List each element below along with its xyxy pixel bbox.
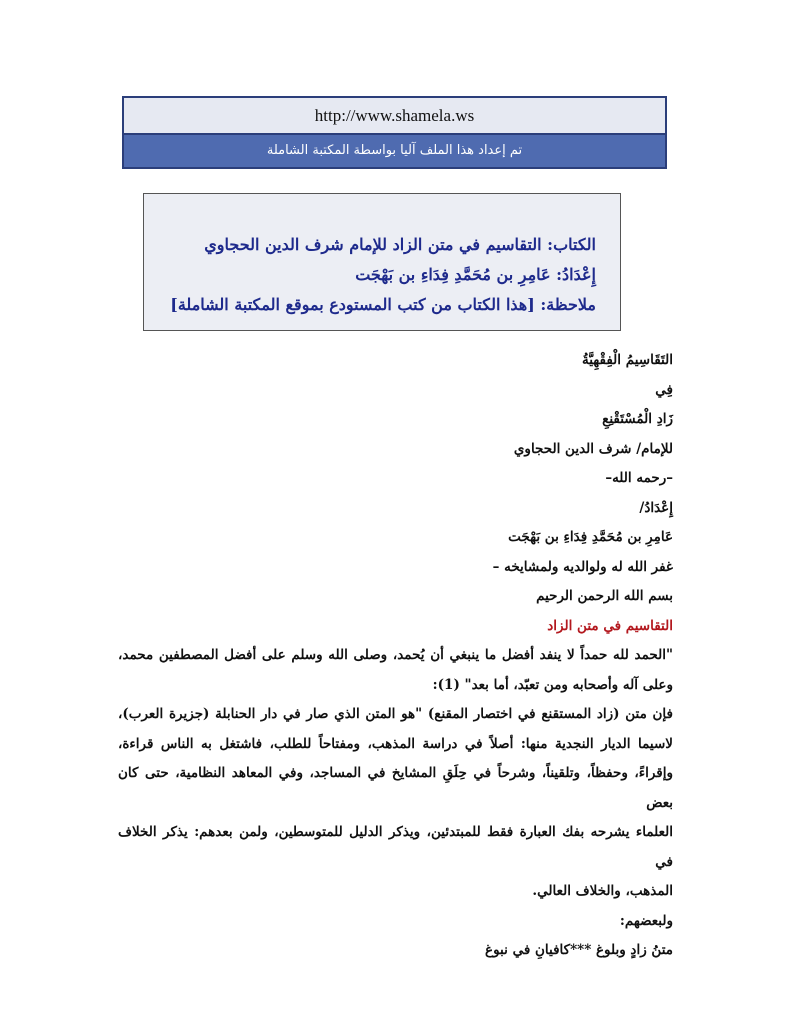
book-title-line: الكتاب: التقاسيم في متن الزاد للإمام شرف الدين الحجاوي [204,235,596,254]
paragraph-line: لاسيما الديار النجدية منها: أصلاً في دراسة المذهب، ومفتاحاً للطلب، فاشتغل به الناس قراءة، [118,735,673,752]
paragraph-line: "الحمد لله حمداً لا ينفد أفضل ما ينبغي أن يُحمد، وصلى الله وسلم على أفضل المصطفين محمد، [118,647,673,663]
book-note-line: ملاحظة: [هذا الكتاب من كتب المستودع بموقع المكتبة الشاملة] [170,295,596,314]
shamela-notice-bar: تم إعداد هذا الملف آليا بواسطة المكتبة الشاملة [124,135,665,167]
body-line: زَادِ الْمُسْتَقْنِعِ [602,411,673,427]
body-line: عَامِرِ بن مُحَمَّدِ فِدَاءِ بن بَهْجَت [508,529,673,545]
paragraph-line: وإقراءً، وحفظاً، وتلقيناً، وشرحاً في حِلَقِ المشايخ في المساجد، وفي المعاهد النظامية، حتى كان بعض [118,765,673,811]
shamela-header-box [122,96,667,169]
paragraph-line: وعلى آله وأصحابه ومن تعبّد، أما بعد" (1): [432,676,673,693]
section-title: التقاسيم في متن الزاد [547,617,673,634]
body-line: للإمام/ شرف الدين الحجاوي [513,440,673,457]
book-author-line: إِعْدَادُ: عَامِرِ بن مُحَمَّدِ فِدَاءِ بن بَهْجَت [355,265,596,284]
paragraph-line: فإن متن (زاد المستقنع في اختصار المقنع) "هو المتن الذي صار في دار الحنابلة (جزيرة العرب)، [118,706,673,722]
body-line: بسم الله الرحمن الرحيم [536,588,673,604]
book-body [118,346,673,966]
body-line: إِعْدَادُ/ [639,499,673,516]
body-line: فِي [655,381,673,398]
body-line: التَقَاسِيمُ الْفِقْهِيَّةُ [581,352,673,368]
closing-line: ولبعضهم: [619,912,673,929]
body-line: –رحمه الله– [605,470,673,486]
body-line: غفر الله له ولوالديه ولمشايخه – [492,558,673,575]
closing-line: متنُ زادٍ وبلوغ ***كافيانِ في نبوغ [485,942,673,958]
paragraph-line: العلماء يشرحه بفك العبارة فقط للمبتدئين، ويذكر الدليل للمتوسطين، ولمن بعدهم: يذكر الخلاف في [118,824,673,870]
book-info-box [143,193,621,331]
paragraph-line: المذهب، والخلاف العالي. [532,883,673,899]
shamela-url[interactable]: http://www.shamela.ws [124,98,665,135]
